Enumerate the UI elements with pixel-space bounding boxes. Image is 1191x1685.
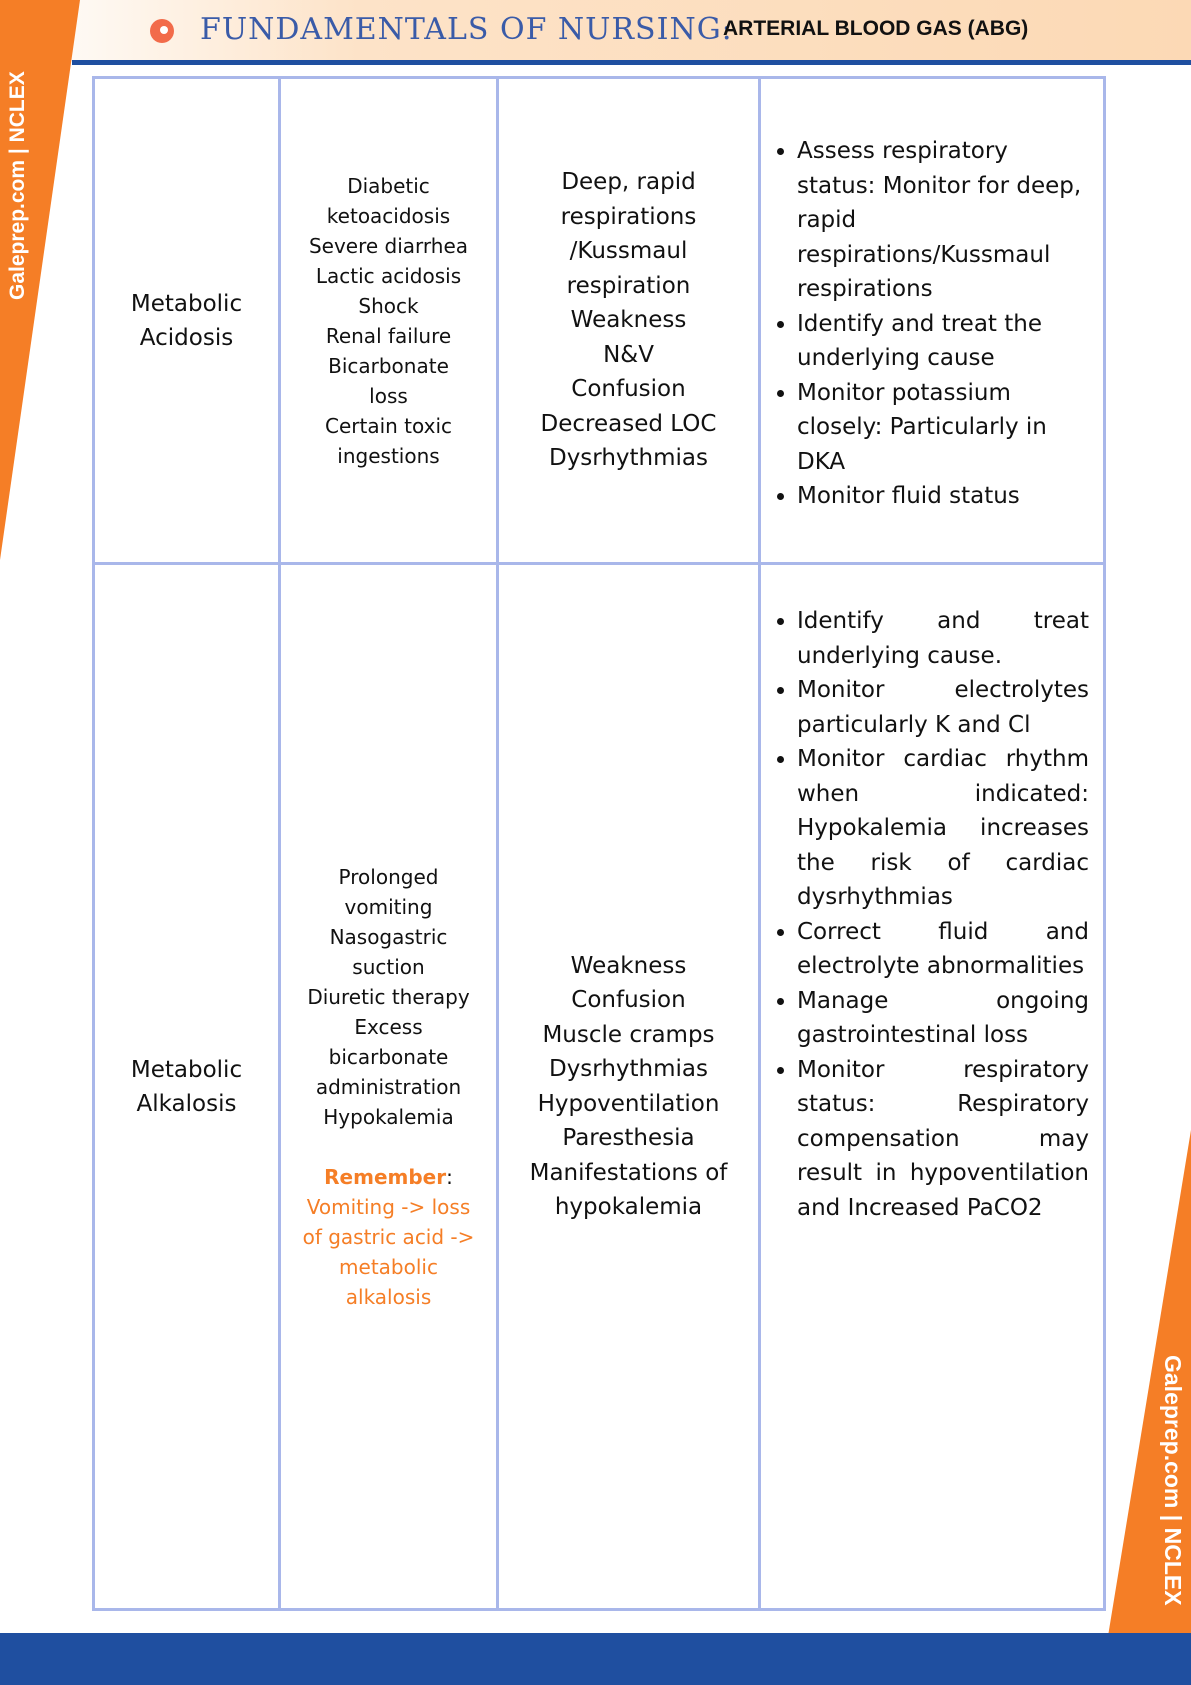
intervention-item: • Manage ongoing gastrointestinal loss [797, 984, 1089, 1053]
page-subtitle: ARTERIAL BLOOD GAS (ABG) [723, 17, 1029, 40]
table-row [94, 78, 1105, 564]
sign-line: Weakness [570, 952, 687, 979]
sign-line: Hypoventilation [537, 1090, 720, 1117]
cause-line: administration [315, 1074, 462, 1099]
sign-line: respiration [566, 272, 691, 299]
interventions-cell [760, 78, 1105, 564]
right-ribbon-text: Galeprep.com | NCLEX [1160, 1355, 1186, 1606]
interventions-list [767, 565, 1089, 1225]
sign-line: Dysrhythmias [548, 445, 708, 472]
remember-line: alkalosis [345, 1284, 432, 1309]
causes-cell [280, 78, 498, 564]
header-divider [72, 60, 1191, 65]
remember-note: Remember: Vomiting -> loss of gastric acid -> metabolic alkalosis [285, 1162, 492, 1312]
interventions-cell [760, 564, 1105, 1610]
cause-line: Diuretic therapy [307, 984, 470, 1009]
signs-cell [498, 564, 760, 1610]
intervention-item: • Assess respiratory status: Monitor for deep, rapid respirations/Kussmaul respirations [797, 134, 1089, 307]
condition-cell [94, 564, 280, 1610]
sign-line: Deep, rapid [561, 169, 696, 196]
sign-line: Muscle cramps [542, 1021, 715, 1048]
causes-cell [280, 564, 498, 1610]
condition-line: Metabolic [130, 290, 243, 317]
condition-cell [94, 78, 280, 564]
sign-line: Confusion [571, 376, 686, 403]
intervention-item: • Identify and treat underlying cause. [797, 604, 1089, 673]
table-row [94, 564, 1105, 1610]
sign-line: /Kussmaul [569, 238, 688, 265]
interventions-list [767, 79, 1089, 514]
intervention-item: • Correct fluid and electrolyte abnormalities [797, 915, 1089, 984]
cause-line: bicarbonate [328, 1044, 449, 1069]
footer-bar [0, 1633, 1191, 1685]
intervention-item: • Monitor fluid status [797, 479, 1089, 514]
cause-line: Bicarbonate [328, 353, 449, 378]
sign-line: Dysrhythmias [548, 1056, 708, 1082]
signs-cell [498, 78, 760, 564]
left-ribbon-text: Galeprep.com | NCLEX [6, 71, 29, 300]
sign-line: Confusion [571, 987, 686, 1013]
cause-line: Certain toxic [324, 413, 453, 438]
cause-line: ketoacidosis [326, 203, 451, 228]
intervention-item: • Monitor cardiac rhythm when indicated: Hypokalemia increases the risk of cardiac dysrhythmias [797, 742, 1089, 915]
cause-line: Shock [358, 293, 419, 318]
cause-line: suction [352, 954, 425, 979]
remember-line: of gastric acid -> [302, 1224, 475, 1249]
page-title: FUNDAMENTALS OF NURSING: [200, 12, 733, 47]
cause-line: loss [369, 383, 408, 408]
intervention-item: • Identify and treat the underlying cause [797, 307, 1089, 376]
cause-line: Excess [354, 1014, 423, 1039]
remember-label: Remember [324, 1164, 447, 1189]
condition-line: Metabolic [130, 1056, 243, 1083]
intervention-item: • Monitor potassium closely: Particularly in DKA [797, 376, 1089, 480]
cause-line: Hypokalemia [323, 1104, 454, 1129]
intervention-item: • Monitor respiratory status: Respiratory compensation may result in hypoventilation and Increased PaCO2 [797, 1053, 1089, 1226]
remember-line: Vomiting -> loss [306, 1194, 471, 1219]
sign-line: N&V [603, 341, 654, 368]
cause-line: Nasogastric [329, 924, 448, 949]
sign-line: hypokalemia [554, 1194, 703, 1220]
abg-table [92, 76, 1106, 1611]
cause-line: Severe diarrhea [308, 233, 469, 258]
abg-table-wrapper [92, 76, 1103, 1608]
remember-line: metabolic [339, 1254, 438, 1279]
cause-line: Renal failure [325, 323, 452, 348]
condition-line: Acidosis [139, 324, 234, 351]
sign-line: Paresthesia [562, 1125, 695, 1151]
sign-line: Manifestations of [529, 1159, 728, 1186]
logo-icon [150, 19, 174, 43]
cause-line: Prolonged [338, 864, 439, 889]
cause-line: Diabetic [347, 173, 430, 198]
cause-line: Lactic acidosis [315, 263, 462, 288]
cause-line: ingestions [337, 443, 440, 468]
sign-line: Weakness [570, 307, 687, 334]
sign-line: Decreased LOC [540, 410, 717, 437]
sign-line: respirations [560, 203, 697, 230]
cause-line: vomiting [344, 894, 433, 919]
condition-line: Alkalosis [136, 1090, 237, 1117]
intervention-item: • Monitor electrolytes particularly K and Cl [797, 673, 1089, 742]
